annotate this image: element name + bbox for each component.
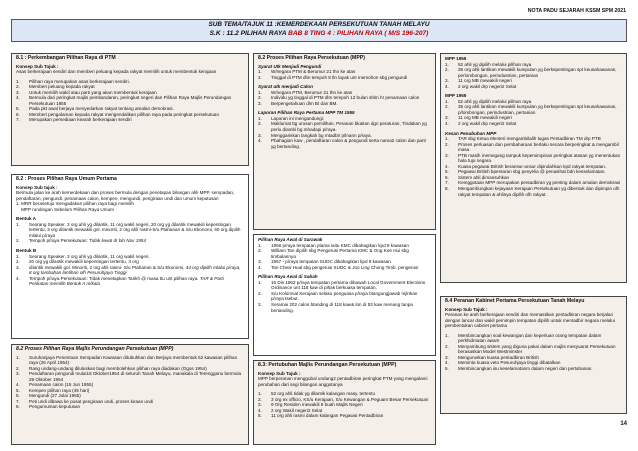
list-item: 2. Menyambung sistem yang diguna pakai dalam majlis mesyuarat Persekutuan berasaskan Model Westminster [445,343,616,355]
title-line-2-black: S.K : 11.2 PILIHAN RAYA [209,30,289,37]
section-8-2-mpp-box [11,344,249,445]
list-item: 4. Bermula dari peringkat majlis pembandaran, peringkat negeri dan Pilihan Raya Majlis Perundangan Persekutuan 1955 [16,95,232,106]
list-item: 4. 2 org wakil drp negeri2 Selat [445,83,517,89]
list-item: 1. Suruhanjaya Penentuan Sempadan Kawasan ditubuhkan dan Berjaya membentuk 52 kawasan pilihan raya (26 April 1954) [16,354,238,366]
list-item: 2. Rang undang-undang diluluskan bagi membolehkan pilihan raya diadakan (Ogos 1954) [16,365,207,371]
section-8-3-subhead: Konsep Sub Tajuk : [258,370,301,376]
list-item: 4. Penamaan calon (15 Jun 1955) [16,382,94,388]
list-item: 2. Tempoh p/raya Persekutuan: Tidak lewat dr bln Nov 1954 [16,238,146,244]
list-item: 4. Pbahagian kaw , pendaftaran calon & pengundi serta nama2 calon dan parti yg bertanding. [258,138,426,149]
list-item: 3. Menggariskan langkah bg mtadbir p/lnann p/raya. [258,132,372,138]
section-8-2-subhead: Konsep Sub tajuk : [16,184,58,190]
list-item: 3. Berpengetahuan dlm BI dan BM. [258,100,338,106]
list-item: 6. Sistem ahli dimansuhkan [445,174,510,180]
list-item: 5. Membincangkan isu keselamatanm dalam negeri dan pertahanan. [445,366,593,372]
section-8-4-title: 8.4 Peranan Kabinet Pertama Persekutuan Tanah Melayu [445,298,585,304]
header-note: NOTA PADU SEJARAH KSSM SPM 2021 [527,8,626,14]
sabah-heading: Pilihan Raya Awal di Sabah [258,274,318,280]
section-8-1-list [16,79,244,123]
mrr-line-2: MPP rundingan Sebelum Pilihan Raya Umum [16,206,114,212]
list-item: 5. Pada pkt awal berjaya menyedarkan rakyat tentang amalan demokrasi. [16,106,174,112]
list-item: 4. Tan Chew Hual sbg pengerusi SUDC & Joo Ling Chong Timb. pengerusi [258,264,419,270]
list-item: 1. Membincangkan soal kewangan dan keperluan orang tempatan dalam perkhidmatan awam [445,332,602,344]
section-8-1-subhead: Konsep Sub Tajuk : [16,63,59,69]
section-8-2-title: 8.2 : Proses Pilihan Raya Umum Pertama [16,176,117,182]
section-8-2-persekutuan-title: 8.2 Proses Pilihan Raya Persekutuan (MPP) [258,55,365,61]
list-item: 4. 2 org Wakil negeri2 Selat [258,407,323,413]
section-8-2-mpp-title: 8.2 Proses Pilihan Raya Majlis Perundangan Persekutuan (MPP) [16,346,174,352]
list-item: 4. Tempoh p/raya Persekutuan: Tidak menetapkan Tarikh @ masa ttu unt pilihan raya. TAR & Parti Perikatan memilih Bentuk A m/kala [16,275,224,287]
list-item: 1. 16 Dis 1962 p/raya tempatan pertama dibawah Local Government Elections Ordinance unt 118 kaw di pihak berkuasa tempatan. [258,279,426,291]
list-item: 1. Laporan ini mengandungi: [258,115,325,121]
list-item: 3. Menguruskan kuasa pentadbiran British [445,354,539,360]
list-item: 1. Seorang Speaker, 3 org ahli yg dilantik, 11 org wakil negeri, 20 org yg dilantik mewakili kepentingan tertentu, 3 org dilantik mewakili gol. minoriti, 2 org ahli rasmi-S/u Ptahanan & S/u Ekonomi, 60 org dipilih mlalui p/raya [16,221,241,238]
syarat-calon-heading: Syarat utk menjadi Calon [258,84,313,90]
list-item: 2. 3 org ex officio, KS/u Kerajaan, S/u Kewangan & Peguam Besar Persekutuan [258,396,429,402]
title-line-2 [12,29,626,38]
list-item: 2. 35 org ahli lantikan mewakili kumpulan yg berkepentingan spt keusahawanan, perlombongan, perindustrian, pertanian [445,67,617,78]
list-item: 4. 2 org wakil drp negeri2 Selat [445,121,517,127]
section-8-1-box [11,53,249,166]
syarat-mengundi-heading: Syarat Utk Menjadi Pengundi [258,63,322,69]
mpp-1955-heading-1: MPP 1955 [445,56,467,61]
list-item: 5. 11 org ahli rasmi dalam kalangan Pegawai Pentadbiran [258,413,384,419]
list-item: 2. 20 org yg dilantik mewakili kepentingan tertentu, 3 org [16,259,139,265]
mpp-1955-box [440,53,627,283]
list-item: 3. 11 org MB mewakili negeri [445,115,512,121]
list-item: 1. TAR sbg Ketua Menteri mengambilalih tugas Pentadbiran TM drp PTB [445,136,601,142]
list-item: 2. Individu yg tinggal di PTM dlm tempoh 12 bulan sblm hr penamaan calon [258,95,420,101]
list-item: 7. Peti undi dibawa ke pusat pengiraan undi, proses kiraan undi [16,398,154,404]
section-8-4-box [440,296,627,414]
list-item: 3. PTB masih memegang tampuk kepemimpinan peringkat atasan yg menentukan hala tuju negara. [445,152,621,164]
list-item: 3. Untuk memilih wakil atau parti yang akan membentuk kerajaan [16,89,157,95]
page-number: 14 [620,421,627,427]
list-item: 1. 52 ahli yg dipilih melalui pilihan raya [445,98,532,104]
section-8-3-box [253,360,436,445]
list-item: 8. Mengambungkan kejayaan Kerajaan Persekutuan yg dibentuk dan dipimpin olh rakyat tempatan & ahlinya dipilih olh rakyat. [445,186,620,197]
list-item: 3. dilantik mewakili gol. Minoriti, 2 org ahli rasmi- S/u Ptaharian & S/u Ekonomi, 44 org dipilih mlalui p/raya, 8 org tambahan lantihan olh Pesuruhjaya Tinggi [16,264,241,276]
list-item: 2. 35 org ahli lantikan mewakili kumpulan yg berkepentingan spt keusahawanan, p/lombongan, perindustrian, pertanian [445,104,617,115]
list-item: 7. Merupakan persediaan kearah berkerajaan sendiri [16,117,132,123]
section-8-1-title: 8.1 : Perkembangan Pilihan Raya di PTM [16,55,116,61]
list-item: 3. 1957 - p/raya tempatan SUDC dibahagikan kpd 9 kawasan [258,259,391,265]
bentuk-a-heading: Bentuk A [16,216,36,222]
section-8-2-intro: Bermula jalan ke arah kemerdekaan dan proses bermula dengan penetapan bilangan ahli MPP, sempadan, pendaftaran, pengundi, penamaan calon, kempen, mengundi, pengiraan undi dan umum keputusan [16,190,235,201]
laporan-heading: Laporan Pilihan Raya Pertama MPP TM 1955 [258,110,355,116]
section-8-2-persekutuan-box [253,53,436,230]
list-item: 3. Seramai 202 calon btanding di 118 kaw& lon di 53 kaw menang tanpa bertanding. [258,302,413,313]
list-item: 2. Proses perluasan dan pembaharuan berlaku secara berperingkat & mengambil masa [445,141,619,153]
list-item: 5. Kempen pilihan raya (45 hari) [16,387,90,393]
section-8-3-intro: MPP berperanan menggubal undang2 pentadbiran peringkat PTM yang mengalami perubahan dari segi bilangan anggotanya [258,376,428,387]
list-item: 1. Pilihan raya merupakan asas berkerajaan sendiri. [16,78,130,84]
list-item: 2. Maklumat ttg urusan pemilihan, Peranan bkaitan dgn peraturan, Tindakan yg perlu diambi bg mhadapi p/raya. [258,121,427,133]
list-item: 1. 52 ahli yg dipilih melalui pilihan raya [445,61,532,67]
mrr-line-1: 1. MRR berasetuju mengadakan pilihan raya bagi memilih [16,201,134,207]
section-8-4-intro: Peranan ke arah berkerajaan sendiri dan memastikan pentadbiran negara berjalan dengan lancar dan wakil pemimpin tempatan dipilih untuk mentadbir negara melalui pembentukan cabinet pertama [445,312,615,329]
list-item: 3. 11 org MB mewakili negeri [445,78,512,84]
list-item: 4. Meminta kuasa veto Pesuruhjaya tinggi dibatalkan [445,360,561,366]
section-8-4-subhead: Konsep Sub Tajuk : [445,306,488,312]
list-item: 1. Seorang Speaker, 3 org ahli yg dilantik, 11 org wakil negeri, [16,253,150,259]
list-item: 3. 9 Org Residen mewakili 9 buah Majlis Negeri [258,402,363,408]
sarawak-heading: Pilihan Raya Awal di Sarawak [258,237,323,242]
list-item: 1. W/negara PTM, Berumur 21 thn ke atas [258,89,353,95]
title-line-2-red: BAB 8 TING 4 : PILIHAN RAYA ( M/S 196-207) [288,30,429,37]
list-item: 7. Kemggotaan MPP merupakan pentadbiran yg penting dalam amalan demokrasi [445,180,621,186]
list-item: 1. 1956 p/raya tempatan ptama iaitu KMC dibahagikan kpd 9 kawasan [258,242,409,248]
kesan-heading: Kesan Penubuhan MPP [445,130,497,136]
list-item: 3. Pendaftaran pengundi mulai18 Oktober1954 di seluruh Tanah Melayu, manakala di Terengganu bermula 29 Oktober 1954 [16,371,242,382]
list-item: 4. Kuasa pegawai British beransur-ansur dipindahkan kpd rakyat tempatan. [445,163,607,169]
list-item: 6. Mengundi (27 Julai 1955) [16,393,81,399]
list-item: 1. 52 org ahli tidak yg dilantik kalangan masy. tertentu [258,391,376,397]
mpp-1955-heading-2: MPP 1955 [445,93,467,99]
list-item: 5. Pegawai British bpersaran sbg penyelia @ penasihat bdn kesselamatan. [445,169,606,175]
list-item: 2. S/u Kolonnial Kerajaan selaku penguasa p/raya btangungjawab mjlnkan p/raya tsebut. [258,290,418,302]
list-item: 2. Memberi peluang kepada rakyat [16,84,95,90]
section-8-2-box [11,174,249,339]
pilihan-raya-awal-box [253,234,436,356]
list-item: 2. Tinggal di PTM dlm tempoh 8 tln layak unt memohon sbg pengundi [258,74,408,80]
list-item: 1. W/negara PTM & Berumur 21 thn ke atas [258,69,356,75]
title-line-1: SUB TEMA/TAJUK 11 :KEMERDEKAAN PERSEKUTUAN TANAH MELAYU [208,21,430,28]
list-item: 2. William Tan dipilih sbg Pengerusi Pertama KMC & Ong Kee Hui sbg timbalannya [258,248,409,259]
page-title [11,19,627,42]
section-8-3-title: 8.3: Pertubuhan Majlis Perundangan Persekutuan (MPP) [258,362,397,368]
list-item: 6. Memberi pengalaman kepada rakyat mengendalikan pilihan raya pada peringkat persekutuan [16,111,219,117]
section-8-1-intro: Asas berkerajaan sendiri dan memberi peluang kepada rakyat memilih untuk membentuk kerajaan [16,69,217,75]
list-item: 8. Pengumuman keputusan [16,404,81,410]
bentuk-b-heading: Bentuk B [16,248,37,254]
